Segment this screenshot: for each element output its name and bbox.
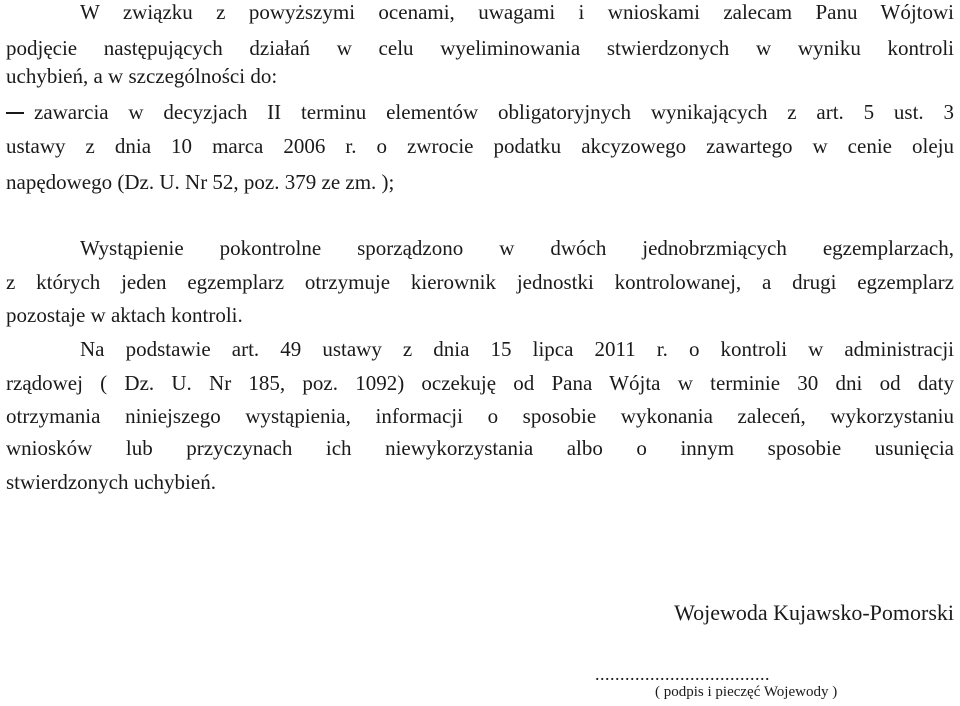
paragraph-1-line-3: [0, 64, 960, 88]
paragraph-text: Na podstawie art. 49 ustawy z dnia 15 lipca 2011 r. o kontroli w administracji: [80, 337, 954, 361]
paragraph-text: uchybień, a w szczególności do:: [6, 64, 278, 88]
paragraph-text: W związku z powyższymi ocenami, uwagami i wnioskami zalecam Panu Wójtowi: [80, 0, 954, 24]
paragraph-3-line-5: [0, 470, 960, 494]
signature-title: Wojewoda Kujawsko-Pomorski: [674, 600, 954, 625]
paragraph-2-line-3: [0, 303, 960, 327]
paragraph-text: podjęcie następujących działań w celu wyeliminowania stwierdzonych w wyniku kontroli: [6, 36, 954, 60]
paragraph-3-line-3: [0, 404, 960, 428]
paragraph-text: rządowej ( Dz. U. Nr 185, poz. 1092) oczekuję od Pana Wójta w terminie 30 dni od daty: [6, 371, 954, 395]
signature-caption: ( podpis i pieczęć Wojewody ): [655, 684, 838, 700]
dash-bullet-icon: [6, 112, 24, 114]
paragraph-text: stwierdzonych uchybień.: [6, 470, 216, 494]
bullet-item-line-3: [0, 170, 960, 194]
signature-dots-line: ...................................: [595, 664, 770, 684]
paragraph-text: z których jeden egzemplarz otrzymuje kierownik jednostki kontrolowanej, a drugi egzemplarz: [6, 270, 954, 294]
paragraph-3-line-4: [0, 436, 960, 460]
paragraph-1-line-2: [0, 36, 960, 60]
paragraph-text: Wystąpienie pokontrolne sporządzono w dwóch jednobrzmiących egzemplarzach,: [80, 236, 954, 260]
paragraph-2-line-1: [0, 236, 960, 260]
paragraph-text: otrzymania niniejszego wystąpienia, informacji o sposobie wykonania zaleceń, wykorzystaniu: [6, 404, 954, 428]
bullet-item-line-2: [0, 134, 960, 158]
bullet-text: zawarcia w decyzjach II terminu elementów obligatoryjnych wynikających z art. 5 ust. 3: [34, 100, 954, 124]
bullet-text: ustawy z dnia 10 marca 2006 r. o zwrocie podatku akcyzowego zawartego w cenie oleju: [6, 134, 954, 158]
paragraph-1-line-1: [0, 0, 960, 24]
bullet-text: napędowego (Dz. U. Nr 52, poz. 379 ze zm. );: [6, 170, 395, 194]
paragraph-2-line-2: [0, 270, 960, 294]
paragraph-text: pozostaje w aktach kontroli.: [6, 303, 243, 327]
bullet-item-line-1: [0, 100, 960, 124]
paragraph-text: wniosków lub przyczynach ich niewykorzystania albo o innym sposobie usunięcia: [6, 436, 954, 460]
paragraph-3-line-2: [0, 371, 960, 395]
paragraph-3-line-1: [0, 337, 960, 361]
